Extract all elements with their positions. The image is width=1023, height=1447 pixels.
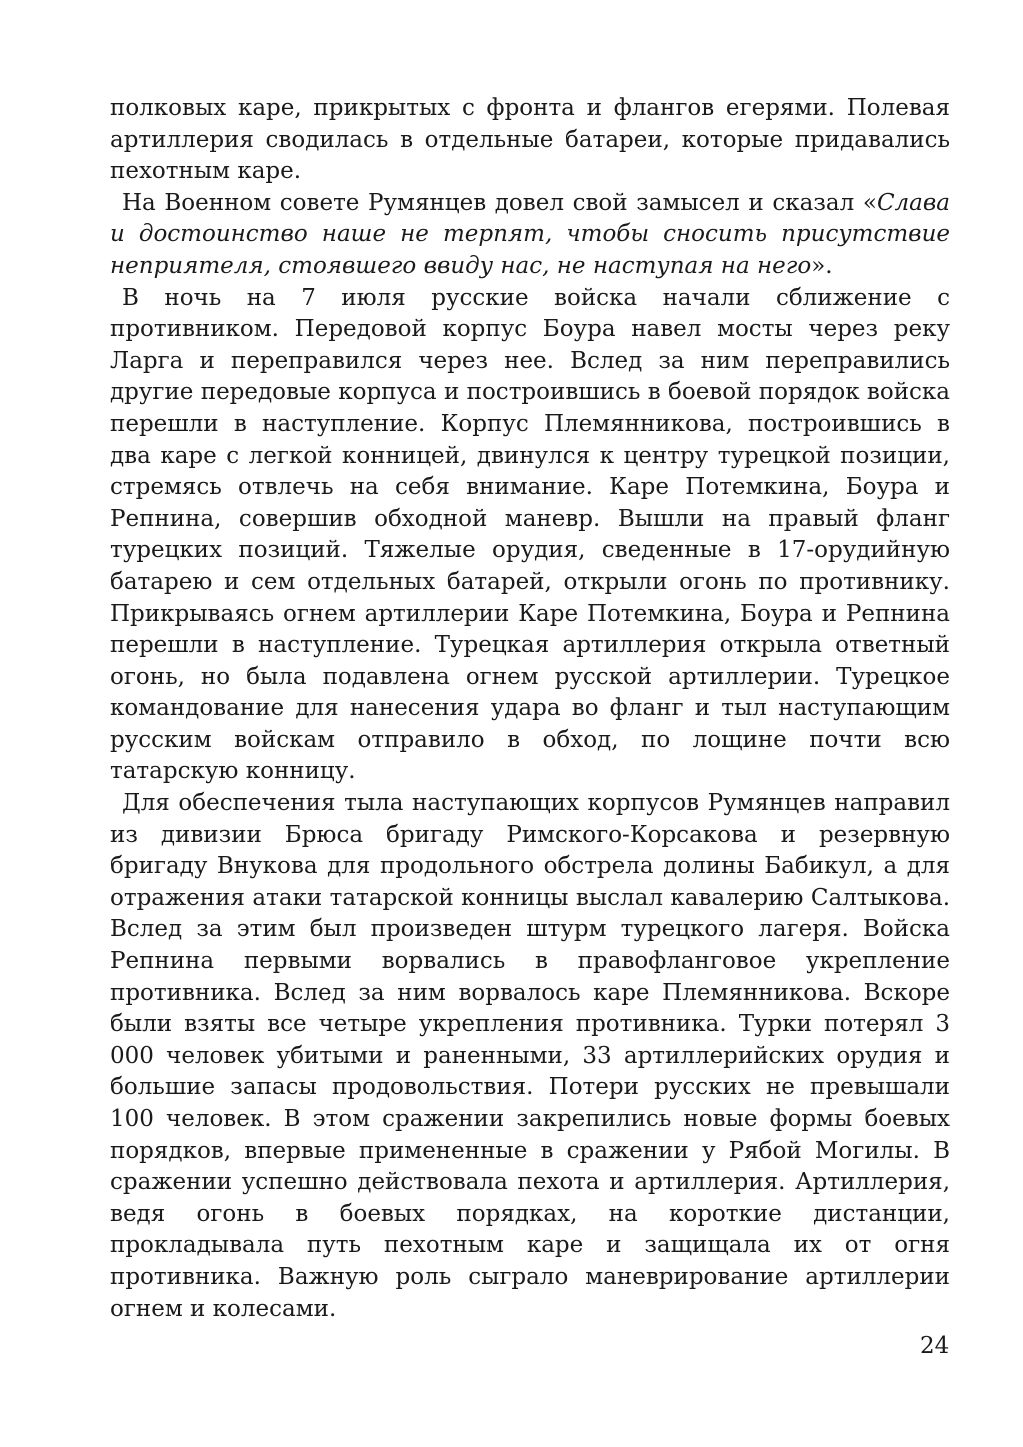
page-number: 24 [920,1333,950,1359]
paragraph-2 [110,188,950,283]
paragraph-2-lead: На Военном совете Румянцев довел свой замысел и сказал « [122,189,877,216]
paragraph-2-tail: ». [811,252,833,279]
paragraph-2-quote: Слава и достоинство наше не терпят, чтобы сносить присутствие неприятеля, стоявшего ввиду нас, не наступая на него [110,189,950,279]
paragraph-1: полковых каре, прикрытых с фронта и флангов егерями. Полевая артиллерия сводилась в отдельные батареи, которые придавались пехотным каре. [110,95,950,185]
paragraph-3: В ночь на 7 июля русские войска начали сближение с противником. Передовой корпус Боура навел мосты через реку Ларга и переправился через нее. Вслед за ним переправились другие передовые корпуса и построившись в боевой порядок войска перешли в наступление. Корпус Племянникова, построившись в два каре с легкой конницей, двинулся к центру турецкой позиции, стремясь отвлечь на себя внимание. Каре Потемкина, Боура и Репнина, совершив обходной маневр. Вышли на правый фланг турецких позиций. Тяжелые орудия, сведенные в 17-орудийную батарею и сем отдельных батарей, открыли огонь по противнику. Прикрываясь огнем артиллерии Каре Потемкина, Боура и Репнина перешли в наступление. Турецкая артиллерия открыла ответный огонь, но была подавлена огнем русской артиллерии. Турецкое командование для нанесения удара во фланг и тыл наступающим русским войскам отправило в обход, по лощине почти всю татарскую конницу. [110,284,950,785]
paragraph-4: Для обеспечения тыла наступающих корпусов Румянцев направил из дивизии Брюса бригаду Римского-Корсакова и резервную бригаду Внукова для продольного обстрела долины Бабикул, а для отражения атаки татарской конницы выслал кавалерию Салтыкова. Вслед за этим был произведен штурм турецкого лагеря. Войска Репнина первыми ворвались в правофланговое укрепление противника. Вслед за ним ворвалось каре Племянникова. Вскоре были взяты все четыре укрепления противника. Турки потерял 3 000 человек убитыми и раненными, 33 артиллерийских орудия и большие запасы продовольствия. Потери русских не превышали 100 человек. В этом сражении закрепились новые формы боевых порядков, впервые примененные в сражении у Рябой Могилы. В сражении успешно действовала пехота и артиллерия. Артиллерия, ведя огонь в боевых порядках, на короткие дистанции, прокладывала путь пехотным каре и защищала их от огня противника. Важную роль сыграло маневрирование артиллерии огнем и колесами. [110,790,950,1322]
page-body [110,93,950,1325]
